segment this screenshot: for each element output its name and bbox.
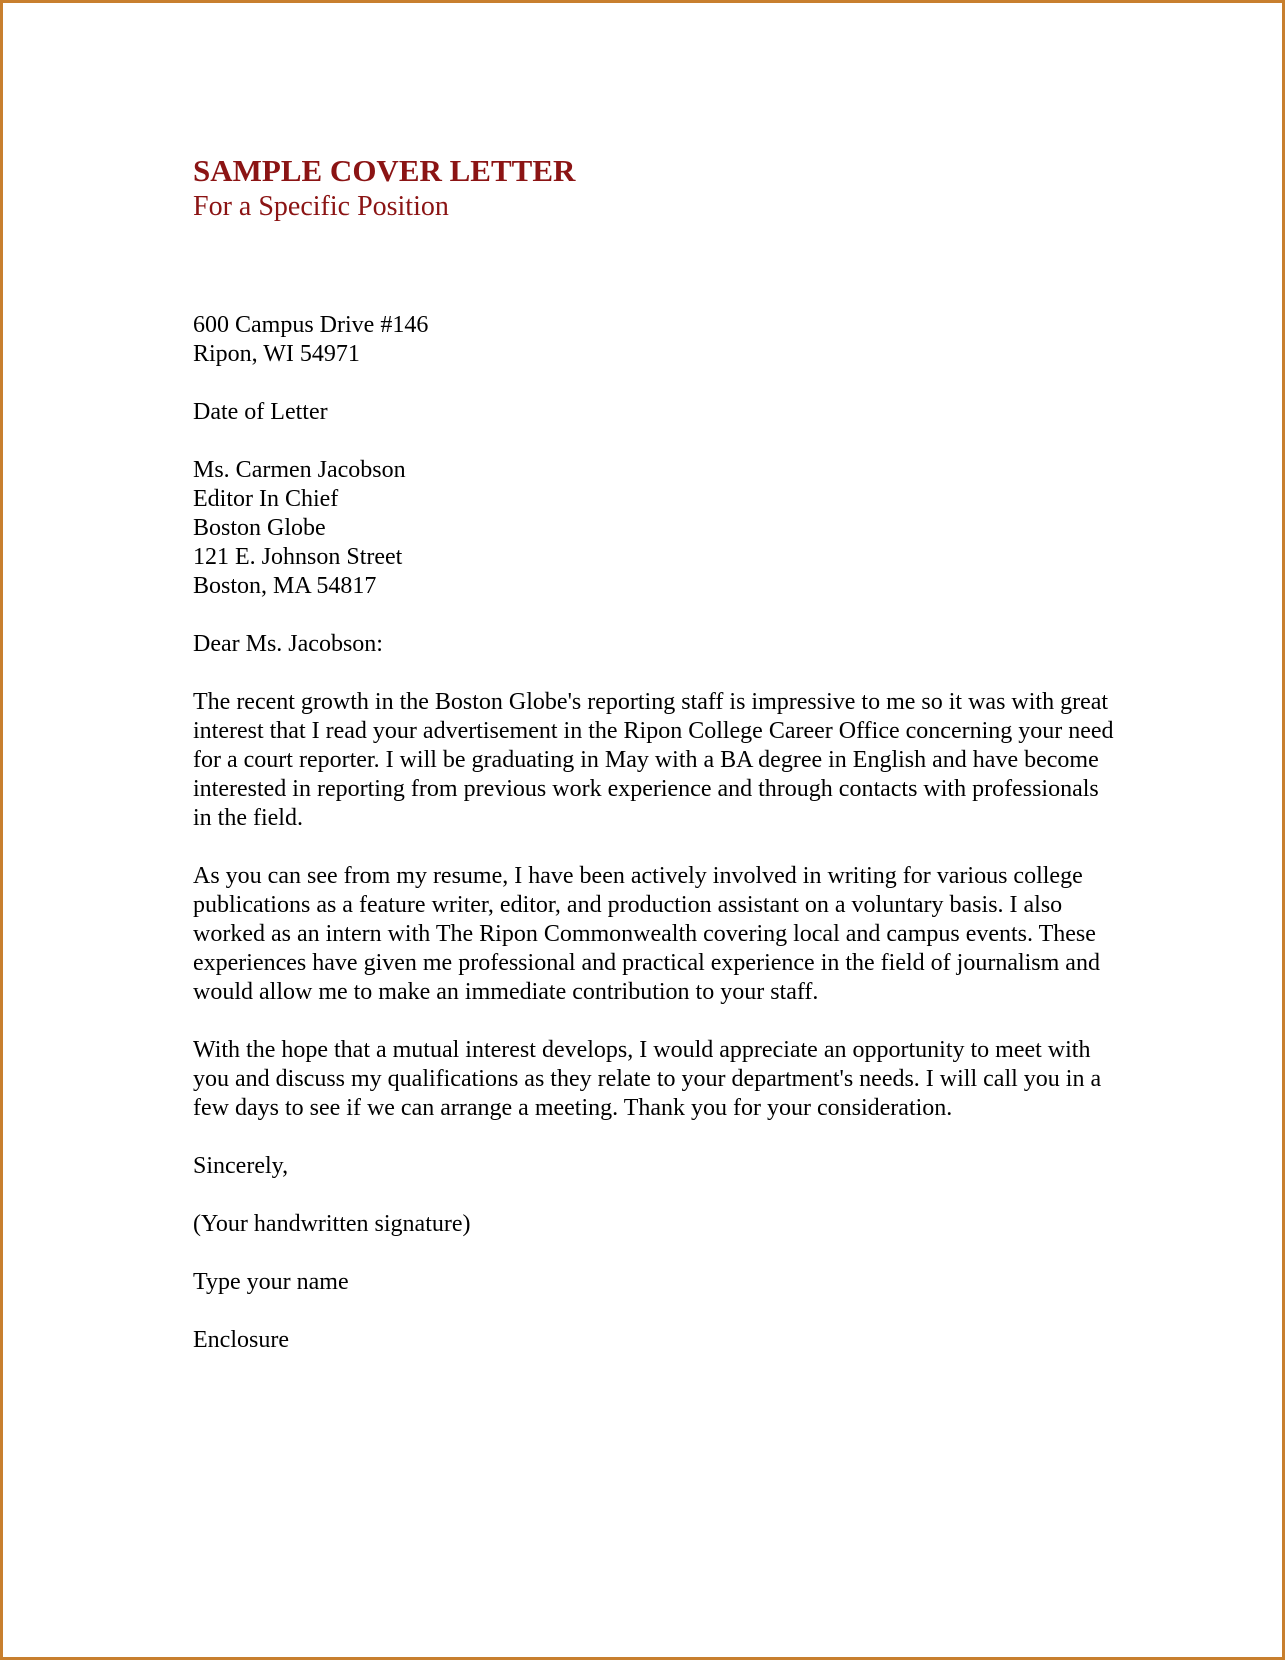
name-placeholder: Type your name <box>193 1269 349 1295</box>
recipient-street: 121 E. Johnson Street <box>193 544 403 570</box>
enclosure-note: Enclosure <box>193 1327 289 1353</box>
document-subtitle: For a Specific Position <box>193 191 449 222</box>
closing: Sincerely, <box>193 1153 289 1179</box>
signature-placeholder: (Your handwritten signature) <box>193 1211 471 1237</box>
recipient-block <box>193 456 1123 601</box>
letter-date: Date of Letter <box>193 399 328 425</box>
letter-content <box>193 153 1123 1355</box>
body-paragraph: The recent growth in the Boston Globe's reporting staff is impressive to me so it was with great interest that I read your advertisement in the Ripon College Career Office concerning your need for a court reporter. I will be graduating in May with a BA degree in English and have become interested in reporting from previous work experience and through contacts with professionals in the field. <box>193 689 1114 831</box>
recipient-name: Ms. Carmen Jacobson <box>193 457 406 483</box>
sender-address-line: Ripon, WI 54971 <box>193 341 360 367</box>
body-paragraph: With the hope that a mutual interest develops, I would appreciate an opportunity to meet with you and discuss my qualifications as they relate to your department's needs. I will call you in a few days to see if we can arrange a meeting. Thank you for your consideration. <box>193 1037 1102 1121</box>
body-paragraph: As you can see from my resume, I have been actively involved in writing for various college publications as a feature writer, editor, and production assistant on a voluntary basis. I also worked as an intern with The Ripon Commonwealth covering local and campus events. These experiences have given me professional and practical experience in the field of journalism and would allow me to make an immediate contribution to your staff. <box>193 863 1100 1005</box>
recipient-title: Editor In Chief <box>193 486 339 512</box>
document-title: SAMPLE COVER LETTER <box>193 153 576 188</box>
salutation: Dear Ms. Jacobson: <box>193 631 383 657</box>
recipient-company: Boston Globe <box>193 515 326 541</box>
sender-address-line: 600 Campus Drive #146 <box>193 312 429 338</box>
recipient-city: Boston, MA 54817 <box>193 573 377 599</box>
sender-address <box>193 311 1123 369</box>
